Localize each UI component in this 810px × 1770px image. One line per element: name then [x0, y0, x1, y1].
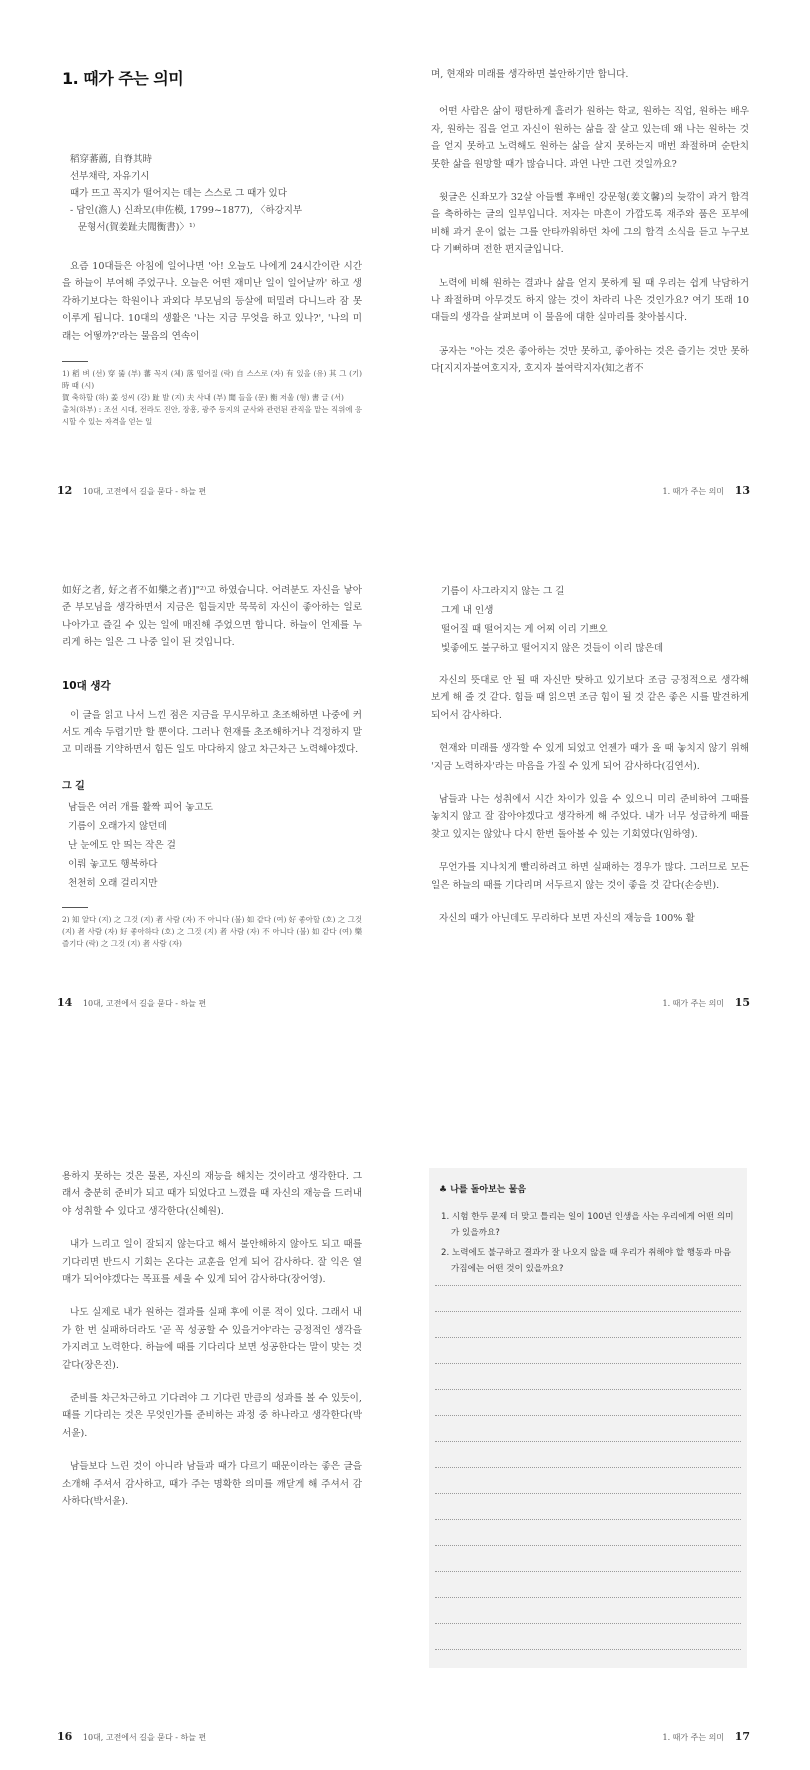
quote-line: 선부채락, 자유기시 [70, 171, 150, 182]
body-paragraph: 자신의 때가 아닌데도 무리하다 보면 자신의 재능을 100% 활 [439, 913, 695, 925]
page-footer [57, 1730, 206, 1743]
footnote-divider [62, 361, 88, 362]
footnote: 賀 축하할 (하) 姜 성씨 (강) 趾 발 (지) 夫 사내 (부) 聞 들을 (문) 衡 저울 (형) 書 글 (서) [62, 393, 344, 403]
poem-line: 그게 내 인생 [441, 605, 494, 616]
page-12-content [62, 66, 362, 428]
running-title: 10대, 고전에서 길을 묻다 - 하늘 편 [82, 487, 207, 496]
page-13-content [431, 66, 749, 394]
writing-line[interactable] [435, 1286, 741, 1312]
footnote: 2) 知 알다 (지) 之 그것 (지) 者 사람 (자) 不 아니다 (불) 如 같다 (여) 好 좋아할 (호) 之 그것 (지) 者 사람 (자) 好 좋아하다 (호) 之 그것 (지) 者 사람 (자) 不 아니다 (불) 如 같다 (여) 樂 즐기다 (락) 之 그것 (지) 者 사람 (자) [62, 914, 362, 948]
running-title: 1. 때가 주는 의미 [662, 1733, 725, 1742]
page-footer [57, 996, 206, 1009]
page-14-content [62, 582, 362, 950]
page-number: 12 [57, 484, 73, 497]
poem-title: 그 길 [62, 780, 85, 792]
poem-line: 기름이 사그라지지 않는 그 길 [441, 586, 565, 597]
page-15 [405, 586, 810, 1180]
quote-line: 때가 뜨고 꼭지가 떨어지는 데는 스스로 그 때가 있다 [70, 188, 287, 199]
page-footer [57, 484, 206, 497]
body-paragraph: 어떤 사람은 삶이 평탄하게 흘러가 원하는 학교, 원하는 직업, 원하는 배우자, 원하는 집을 얻고 자신이 원하는 삶을 잘 살고 있는데 왜 나는 원하는 것을 얻지 못하고 노력해도 원하는 삶을 살지 못하는지 매번 좌절하며 순탄치 못한 삶을 원망할 때가 많습니다. 과연 나만 그런 것일까요? [431, 106, 749, 170]
writing-line[interactable] [435, 1468, 741, 1494]
writing-line[interactable] [435, 1260, 741, 1286]
body-paragraph: 내가 느리고 일이 잘되지 않는다고 해서 불안해하지 않아도 되고 때를 기다리면 반드시 기회는 온다는 교훈을 얻게 되어 감사하다. 잘 익은 열매가 되어야겠다는 목표를 세울 수 있게 되어 감사하다(장어영). [62, 1239, 362, 1286]
page-footer [663, 1730, 751, 1743]
poem-line: 기름이 오래가지 않던데 [68, 820, 167, 832]
body-paragraph: 노력에 비해 원하는 결과나 삶을 얻지 못하게 될 때 우리는 쉽게 낙담하거나 좌절하며 아무것도 하지 않는 것이 차라리 나은 것인가요? 여기 또래 10대들의 생각을 살펴보며 이 물음에 대한 실마리를 찾아봅시다. [431, 277, 749, 324]
reflection-box [429, 1168, 747, 1668]
body-paragraph: 자신의 뜻대로 안 될 때 자신만 탓하고 있기보다 조금 긍정적으로 생각해 보게 해 줄 것 같다. 힘들 때 읽으면 조금 힘이 될 것 같은 좋은 시를 발견하게 되어서 감사하다. [431, 675, 749, 721]
poem-line: 난 눈에도 안 띄는 작은 걸 [68, 839, 176, 851]
poem [441, 582, 749, 658]
running-title: 1. 때가 주는 의미 [662, 999, 725, 1008]
writing-line[interactable] [435, 1416, 741, 1442]
poem-line: 남들은 여러 개를 활짝 피어 놓고도 [68, 801, 213, 813]
writing-line[interactable] [435, 1546, 741, 1572]
body-paragraph: 준비를 차근차근하고 기다려야 그 기다린 만큼의 성과를 볼 수 있듯이, 때를 기다리는 것은 무엇인가를 준비하는 과정 중 하나라고 생각한다(박서윤). [62, 1393, 362, 1439]
page-15-content [431, 582, 749, 943]
poem-line: 떨어질 때 떨어지는 게 어찌 이리 기쁘오 [441, 624, 608, 635]
running-title: 10대, 고전에서 길을 묻다 - 하늘 편 [82, 999, 207, 1008]
reflection-question: 1. 시험 한두 문제 더 맞고 틀리는 일이 100년 인생을 사는 우리에게 어떤 의미가 있을까요? [441, 1212, 734, 1238]
quote-line: 문형서(賀姜趾夫聞衡書)〉¹⁾ [78, 222, 196, 233]
footnote-divider [62, 907, 88, 908]
page-footer [663, 996, 751, 1009]
writing-line[interactable] [435, 1624, 741, 1650]
body-paragraph: 무언가를 지나치게 빨리하려고 하면 실패하는 경우가 많다. 그러므로 모든 일은 하늘의 때를 기다리며 서두르지 않는 것이 좋을 것 같다(손승빈). [431, 862, 749, 891]
page-number: 13 [734, 484, 750, 497]
writing-lines[interactable] [429, 1260, 747, 1658]
writing-line[interactable] [435, 1520, 741, 1546]
page-17 [405, 1180, 810, 1770]
chapter-title: 1. 때가 주는 의미 [62, 69, 184, 88]
page-number: 17 [734, 1730, 750, 1743]
page-16 [0, 1171, 405, 1770]
page-14 [0, 585, 405, 1180]
running-title: 10대, 고전에서 길을 묻다 - 하늘 편 [82, 1733, 207, 1742]
page-footer [663, 484, 751, 497]
writing-line[interactable] [435, 1312, 741, 1338]
body-paragraph: 남들과 나는 성취에서 시간 차이가 있을 수 있으니 미리 준비하여 그때를 놓치지 않고 잘 잡아야겠다고 생각하게 해 주었다. 내가 너무 성급하게 때를 찾고 있지는 않았나 다시 한번 돌아볼 수 있는 기회였다(임하영). [431, 794, 749, 840]
writing-line[interactable] [435, 1598, 741, 1624]
poem [68, 798, 362, 893]
section-title: 10대 생각 [62, 679, 111, 692]
writing-line[interactable] [435, 1364, 741, 1390]
footnote: 1) 稻 벼 (선) 穿 뚫 (부) 蕃 꼭지 (체) 落 떨어질 (락) 自 스스로 (자) 有 있을 (유) 其 그 (기) 時 때 (시) [62, 369, 362, 391]
page-number: 14 [57, 996, 73, 1009]
body-paragraph: 나도 실제로 내가 원하는 결과를 실패 후에 이룬 적이 있다. 그래서 내가 한 번 실패하더라도 '곧 꼭 성공할 수 있을거야'라는 긍정적인 생각을 가지려고 노력한다. 하늘에 때를 기다리다 보면 성공한다는 말이 맞는 것 같다(장은진). [62, 1307, 362, 1371]
writing-line[interactable] [435, 1572, 741, 1598]
reflection-question: 2. 노력에도 불구하고 결과가 잘 나오지 않을 때 우리가 취해야 할 행동과 마음가짐에는 어떤 것이 있을까요? [441, 1248, 732, 1274]
quote-line: 稻穿蕃薦, 自脊其時 [70, 154, 153, 165]
body-paragraph: 如好之者, 好之者不如樂之者)]"²⁾고 하였습니다. 어려분도 자신을 낳아 준 부모님을 생각하면서 지금은 힘들지만 묵묵히 자신이 좋아하는 일로 나아가고 즐길 수 있는 일에 매진해 주었으면 합니다. 하늘이 언제를 누리게 하는 일은 그 나중 일이 된 것입니다. [62, 585, 362, 649]
page-12 [0, 0, 405, 590]
body-paragraph: 윗글은 신좌모가 32살 아들뻘 후배인 강문형(姜文馨)의 늦깎이 과거 합격을 축하하는 글의 일부입니다. 저자는 마흔이 가깝도록 재주와 품은 포부에 비해 과거 운이 없는 그를 안타까워하던 차에 그의 합격 소식을 듣고 누구보다 기뻐하며 전한 편지글입니다. [431, 192, 749, 256]
poem-line: 이뤄 놓고도 행복하다 [68, 858, 158, 870]
body-paragraph: 며, 현재와 미래를 생각하면 불안하기만 합니다. [431, 69, 629, 80]
page-number: 16 [57, 1730, 73, 1743]
page-16-content [62, 1168, 362, 1527]
body-paragraph: 현재와 미래를 생각할 수 있게 되었고 언젠가 때가 올 때 놓치지 않기 위해 '지금 노력하자'라는 마음을 가질 수 있게 되어 감사하다(김연서). [431, 743, 749, 772]
opening-quote [70, 151, 362, 236]
body-paragraph: 이 글을 읽고 나서 느낀 점은 지금을 무시무하고 초조해하면 나중에 커서도 계속 두렵기만 할 뿐이다. 그러나 현재를 초조해하거나 걱정하지 말고 미래를 기약하면서 힘든 일도 마다하지 않고 차근차근 노력해야겠다. [62, 709, 362, 756]
page-number: 15 [734, 996, 750, 1009]
writing-line[interactable] [435, 1494, 741, 1520]
body-paragraph: 공자는 "아는 것은 좋아하는 것만 못하고, 좋아하는 것은 즐기는 것만 못하다[지지자불여호지자, 호지자 불여락지자(知之者不 [431, 345, 749, 375]
body-paragraph: 요즘 10대들은 아침에 일어나면 '아! 오늘도 나에게 24시간이란 시간을 하늘이 부여해 주었구나. 오늘은 어떤 재미난 일이 일어날까' 하고 생각하기보다는 학원이나 과외다 부모님의 등살에 떠밀려 다니느라 잠 못 이루게 됩니다. 10대의 생활은 '나는 지금 무엇을 하고 있나?', '나의 미래는 어떻까?'라는 물음의 연속이 [62, 261, 362, 342]
running-title: 1. 때가 주는 의미 [662, 487, 725, 496]
writing-line[interactable] [435, 1338, 741, 1364]
body-paragraph: 용하지 못하는 것은 물론, 자신의 재능을 해치는 것이라고 생각한다. 그래서 충분히 준비가 되고 때가 되었다고 느꼈을 때 자신의 재능을 드러내야 성취할 수 있다고 생각한다(신혜원). [62, 1171, 362, 1217]
writing-line[interactable] [435, 1390, 741, 1416]
poem-line: 빛좋에도 불구하고 떨어지지 않은 것들이 이리 많은데 [441, 643, 664, 654]
poem-line: 천천히 오래 걸리지만 [68, 877, 158, 889]
writing-line[interactable] [435, 1442, 741, 1468]
page-13 [405, 0, 810, 590]
footnote: 출처(하부) : 조선 시대, 전라도 진안, 장흥, 광주 등지의 군사와 관련된 관직을 맡는 직위에 응시할 수 있는 자격을 얻는 일 [62, 405, 362, 427]
reflection-title: ♣ 나를 돌아보는 물음 [439, 1185, 527, 1195]
quote-line: - 담인(澹人) 신좌모(申佐模, 1799~1877), 〈하강지부 [70, 205, 303, 216]
body-paragraph: 남들보다 느린 것이 아니라 남들과 때가 다르기 때문이라는 좋은 글을 소개해 주셔서 감사하고, 때가 주는 명확한 의미를 깨닫게 해 주셔서 감사하다(박서윤). [62, 1461, 362, 1508]
